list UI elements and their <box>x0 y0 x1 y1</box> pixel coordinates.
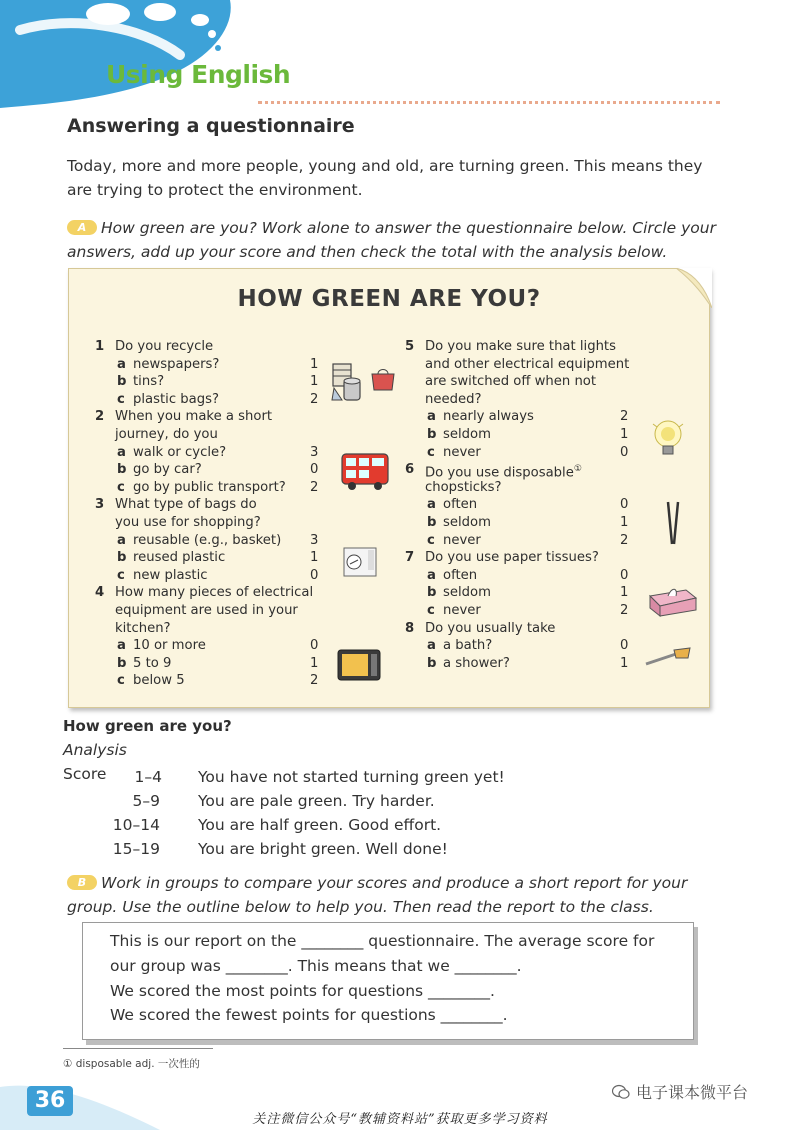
shower-head-illustration <box>644 646 692 668</box>
task-a-text: How green are you? Work alone to answer the questionnaire below. Circle your answers, add up your score and then check the total with the analysis below. <box>67 219 716 261</box>
option-text: 5 to 9 <box>133 655 172 671</box>
option-text: reusable (e.g., basket) <box>133 532 282 548</box>
option-row <box>425 584 635 602</box>
option-row <box>425 496 635 514</box>
option-row <box>425 567 635 585</box>
score-label: Score <box>63 765 107 783</box>
plastic-bag-illustration <box>368 368 398 392</box>
questions-right-column <box>405 338 635 672</box>
option-row <box>425 532 635 550</box>
option-score: 1 <box>620 514 629 530</box>
option-row <box>115 637 325 655</box>
question-8 <box>405 620 635 638</box>
option-text: never <box>443 602 481 618</box>
question-text-line: journey, do you <box>115 426 218 442</box>
option-text: a shower? <box>443 655 510 671</box>
questionnaire-title: HOW GREEN ARE YOU? <box>237 286 541 312</box>
watermark-text: 电子课本微平台 <box>636 1083 749 1102</box>
question-number: 4 <box>95 585 105 601</box>
score-description: You have not started turning green yet! <box>198 768 505 786</box>
option-score: 0 <box>310 462 319 478</box>
option-score: 1 <box>310 550 319 566</box>
option-letter: c <box>117 479 125 495</box>
option-letter: a <box>427 497 436 513</box>
outline-line: This is our report on the ________ questionnaire. The average score for <box>110 932 655 950</box>
option-score: 0 <box>310 638 319 654</box>
question-3 <box>95 496 325 514</box>
wechat-icon <box>612 1084 630 1100</box>
task-b-badge: B <box>67 875 97 890</box>
intro-paragraph: Today, more and more people, young and old, are turning green. This means they are trying to protect the environment. <box>67 157 703 199</box>
option-letter: b <box>117 374 127 390</box>
option-row <box>115 672 325 690</box>
option-score: 0 <box>620 638 629 654</box>
option-score: 1 <box>310 655 319 671</box>
option-row <box>425 602 635 620</box>
option-text: walk or cycle? <box>133 444 227 460</box>
option-letter: a <box>117 356 126 372</box>
option-score: 1 <box>620 426 629 442</box>
option-text: newspapers? <box>133 356 220 372</box>
question-text-line: chopsticks? <box>425 479 502 495</box>
option-score: 0 <box>310 567 319 583</box>
outline-line: We scored the fewest points for questions ________. <box>110 1006 508 1024</box>
watermark <box>612 1080 748 1103</box>
question-2 <box>95 408 325 426</box>
question-number: 5 <box>405 339 415 354</box>
option-letter: b <box>117 655 127 671</box>
page-number: 36 <box>27 1086 73 1116</box>
option-row <box>425 655 635 673</box>
option-row <box>425 444 635 462</box>
question-number: 2 <box>95 409 105 425</box>
score-range: 1–4 <box>134 768 162 786</box>
question-text-line: you use for shopping? <box>115 514 261 530</box>
option-score: 0 <box>620 444 629 460</box>
question-text: When you make a short <box>115 409 273 425</box>
option-score: 0 <box>620 497 629 513</box>
option-row <box>425 408 635 426</box>
option-text: seldom <box>443 514 491 530</box>
shopping-bag-illustration <box>338 542 382 578</box>
questions-left-column <box>95 338 325 690</box>
option-letter: b <box>117 550 127 566</box>
score-range: 10–14 <box>112 816 160 834</box>
option-letter: a <box>427 638 436 654</box>
question-text: What type of bags do <box>115 497 257 513</box>
option-row <box>425 637 635 655</box>
page-subtitle: Answering a questionnaire <box>67 115 355 137</box>
option-row <box>425 514 635 532</box>
option-row <box>115 549 325 567</box>
option-letter: b <box>427 655 437 671</box>
option-text: plastic bags? <box>133 391 219 407</box>
question-number: 1 <box>95 339 105 354</box>
option-row <box>425 426 635 444</box>
bus-illustration <box>340 450 390 492</box>
dotted-divider <box>258 101 720 104</box>
question-text: How many pieces of electrical <box>115 585 314 601</box>
option-score: 1 <box>620 655 629 671</box>
option-letter: c <box>117 567 125 583</box>
option-letter: b <box>427 514 437 530</box>
option-row <box>115 391 325 409</box>
option-score: 2 <box>620 602 629 618</box>
option-row <box>115 461 325 479</box>
question-6 <box>405 461 635 481</box>
option-text: often <box>443 497 478 513</box>
microwave-illustration <box>336 648 382 682</box>
task-a <box>67 216 717 264</box>
question-text-line: are switched off when not <box>425 374 597 390</box>
question-text-line: kitchen? <box>115 620 171 636</box>
question-text-line: and other electrical equipment <box>425 356 630 372</box>
question-text-line: needed? <box>425 391 482 407</box>
question-text: Do you recycle <box>115 339 214 354</box>
option-letter: a <box>117 532 126 548</box>
score-range: 15–19 <box>112 840 160 858</box>
question-number: 3 <box>95 497 105 513</box>
score-description: You are pale green. Try harder. <box>198 792 435 810</box>
option-score: 2 <box>310 391 319 407</box>
option-row <box>115 655 325 673</box>
option-score: 2 <box>620 409 629 425</box>
option-row <box>115 479 325 497</box>
option-text: tins? <box>133 374 165 390</box>
option-text: seldom <box>443 585 491 601</box>
option-score: 1 <box>310 356 319 372</box>
option-score: 0 <box>620 567 629 583</box>
option-text: never <box>443 532 481 548</box>
question-4 <box>95 584 325 602</box>
score-description: You are half green. Good effort. <box>198 816 442 834</box>
section-title: Using English <box>106 60 291 89</box>
footnote: ① disposable adj. 一次性的 <box>63 1058 200 1070</box>
score-description: You are bright green. Well done! <box>198 840 448 858</box>
analysis-heading: How green are you? <box>63 717 232 735</box>
option-row <box>115 356 325 374</box>
option-text: 10 or more <box>133 638 206 654</box>
option-row <box>115 444 325 462</box>
option-score: 2 <box>620 532 629 548</box>
option-score: 2 <box>310 673 319 689</box>
option-row <box>115 567 325 585</box>
option-text: go by car? <box>133 462 202 478</box>
option-letter: c <box>117 673 125 689</box>
light-bulb-illustration <box>650 418 686 462</box>
question-text: Do you usually take <box>425 620 556 636</box>
option-text: often <box>443 567 478 583</box>
task-a-badge: A <box>67 220 97 235</box>
option-letter: c <box>427 602 435 618</box>
option-letter: c <box>427 532 435 548</box>
question-text: Do you use disposable <box>425 465 574 481</box>
option-text: never <box>443 444 481 460</box>
chopsticks-illustration <box>660 500 686 546</box>
option-letter: a <box>427 409 436 425</box>
footnote-marker: ① <box>573 464 582 475</box>
option-letter: a <box>117 638 126 654</box>
option-letter: a <box>117 444 126 460</box>
option-text: go by public transport? <box>133 479 286 495</box>
analysis-subheading: Analysis <box>63 741 127 759</box>
score-range: 5–9 <box>132 792 160 810</box>
question-number: 7 <box>405 550 415 566</box>
footnote-rule <box>63 1048 213 1049</box>
question-number: 8 <box>405 620 415 636</box>
header-blob-decoration <box>0 0 330 108</box>
task-b-text: Work in groups to compare your scores and produce a short report for your group. Use the outline below to help you. Then read the report to the class. <box>67 874 688 916</box>
tissue-box-illustration <box>646 582 698 618</box>
outline-line: We scored the most points for questions ________. <box>110 982 495 1000</box>
question-number: 6 <box>405 462 415 478</box>
option-score: 1 <box>620 585 629 601</box>
option-score: 3 <box>310 444 319 460</box>
question-1 <box>95 338 325 356</box>
option-text: a bath? <box>443 638 493 654</box>
option-row <box>115 532 325 550</box>
option-text: seldom <box>443 426 491 442</box>
option-score: 3 <box>310 532 319 548</box>
option-letter: b <box>427 426 437 442</box>
question-5 <box>405 338 635 356</box>
bottom-promo-note: 关注微信公众号“教辅资料站”获取更多学习资料 <box>252 1112 548 1127</box>
question-7 <box>405 549 635 567</box>
option-score: 1 <box>310 374 319 390</box>
task-b <box>67 871 717 919</box>
option-letter: c <box>427 444 435 460</box>
option-letter: b <box>427 585 437 601</box>
question-text: Do you make sure that lights <box>425 339 616 354</box>
option-letter: a <box>427 567 436 583</box>
option-letter: b <box>117 462 127 478</box>
option-text: nearly always <box>443 409 534 425</box>
recycling-bundle-illustration <box>330 356 370 404</box>
option-text: new plastic <box>133 567 208 583</box>
outline-line: our group was ________. This means that we ________. <box>110 957 522 975</box>
option-row <box>115 373 325 391</box>
option-letter: c <box>117 391 125 407</box>
option-text: reused plastic <box>133 550 226 566</box>
question-text-line: equipment are used in your <box>115 602 298 618</box>
question-text: Do you use paper tissues? <box>425 550 599 566</box>
option-text: below 5 <box>133 673 185 689</box>
option-score: 2 <box>310 479 319 495</box>
